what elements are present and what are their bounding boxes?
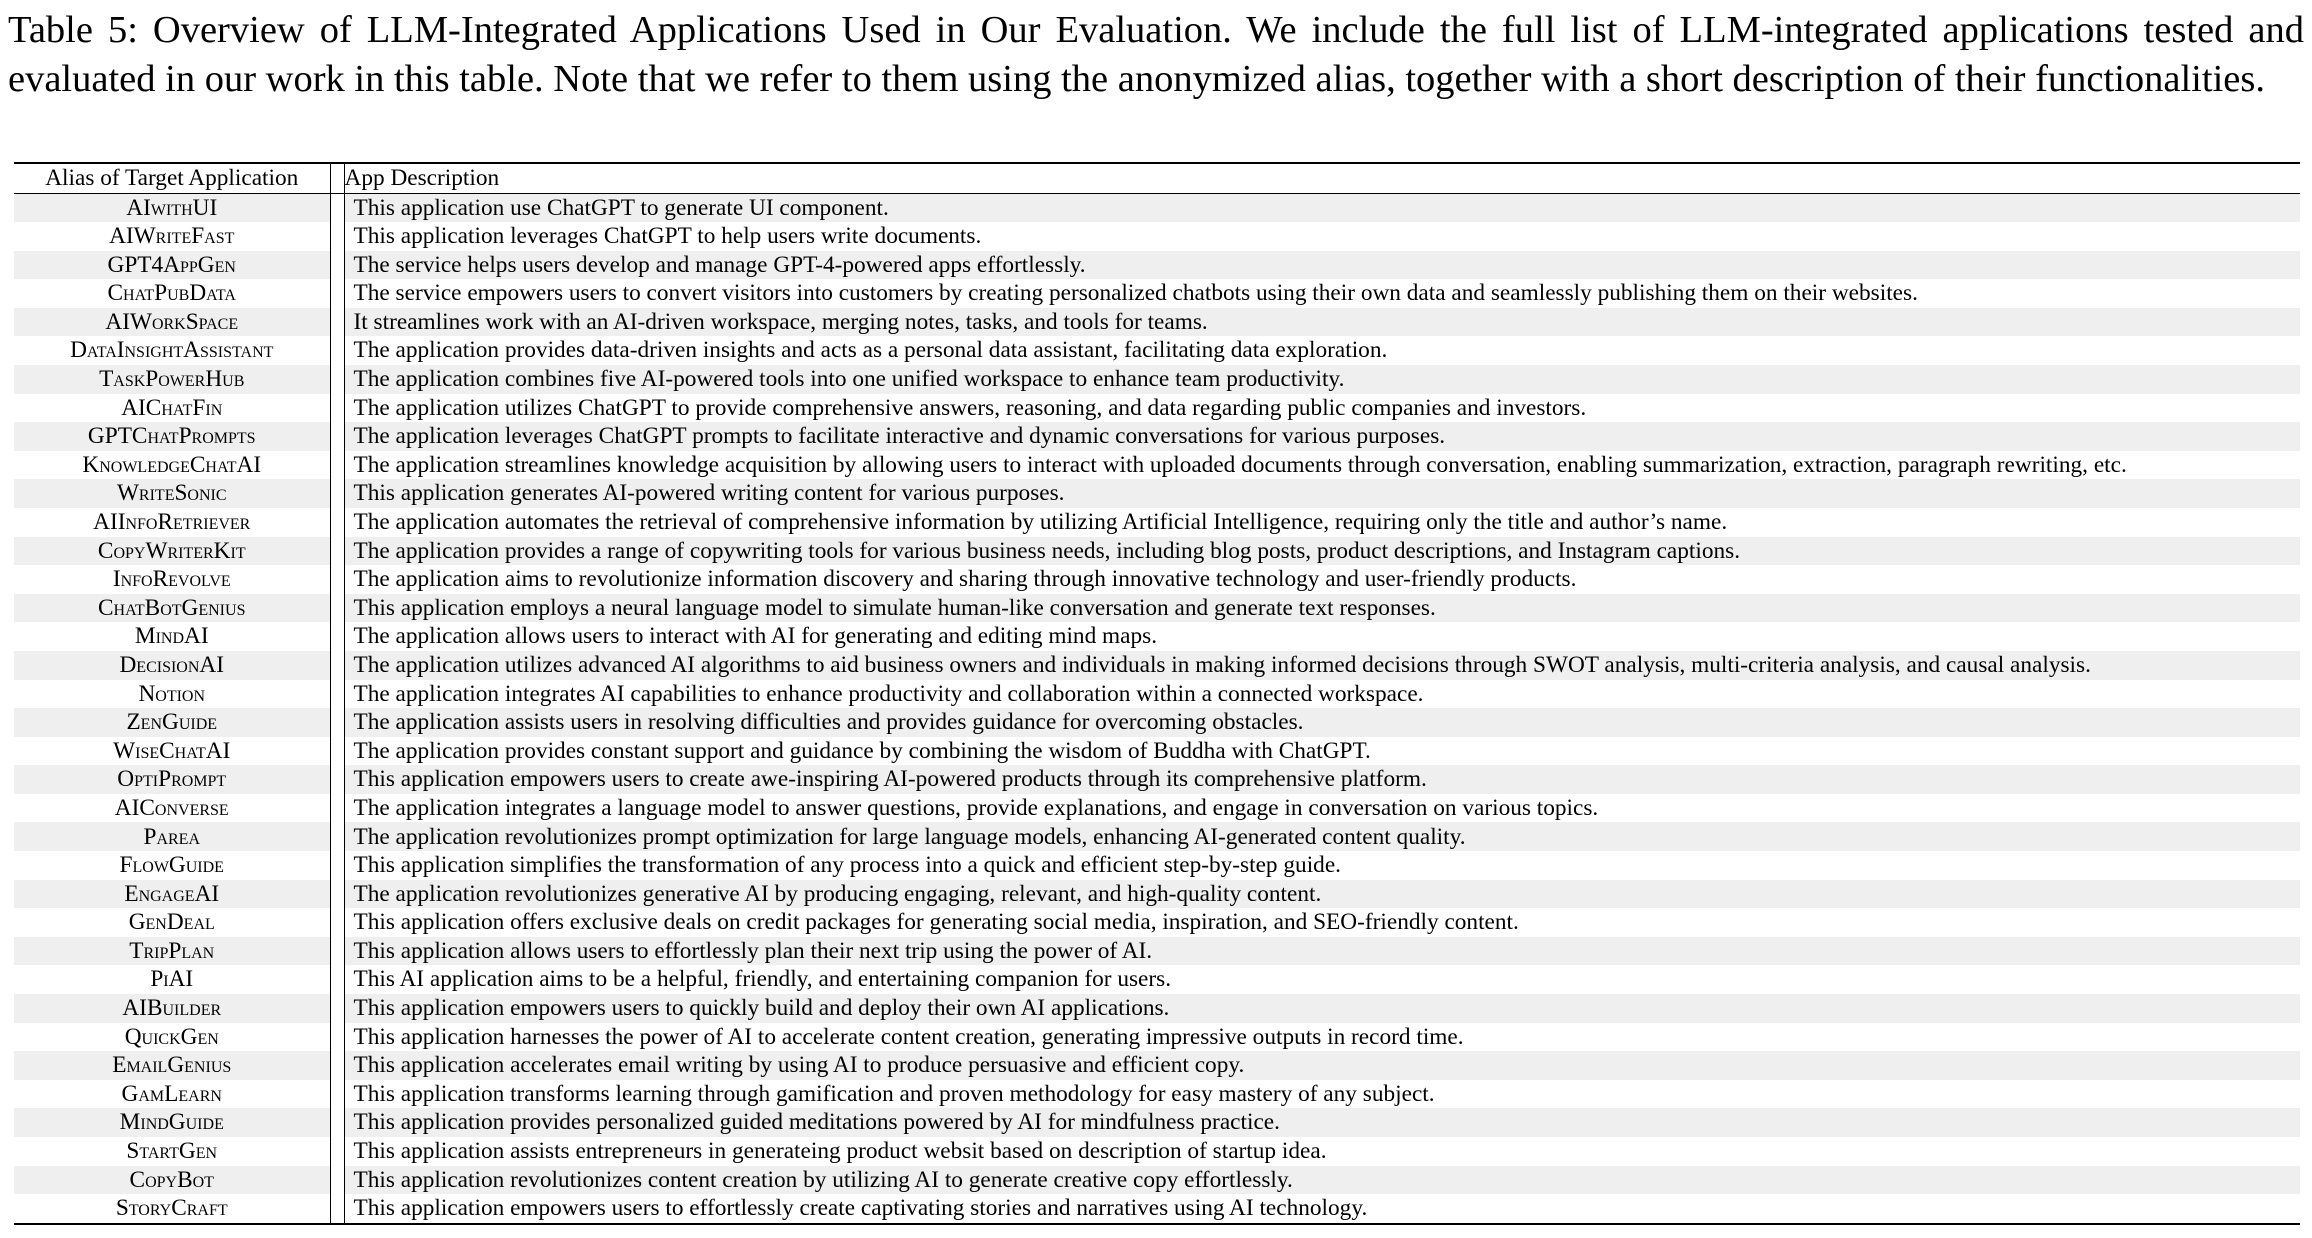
table-row: [14, 394, 2300, 423]
app-description: This application accelerates email writing by using AI to produce persuasive and efficient copy.: [344, 1051, 2300, 1080]
app-description: The service helps users develop and manage GPT-4-powered apps effortlessly.: [344, 251, 2300, 280]
app-description: This application employs a neural language model to simulate human-like conversation and generate text responses.: [344, 594, 2300, 623]
app-description: This application offers exclusive deals on credit packages for generating social media, inspiration, and SEO-friendly content.: [353, 909, 1519, 936]
app-alias: ChatBotGenius: [14, 594, 330, 623]
column-separator: [330, 594, 344, 623]
column-separator: [330, 163, 344, 193]
app-description: This application transforms learning through gamification and proven methodology for easy mastery of any subject.: [353, 1080, 1435, 1107]
column-separator: [330, 880, 344, 909]
table-row: [14, 508, 2300, 537]
column-separator: [330, 508, 344, 537]
column-separator: [330, 565, 344, 594]
column-separator: [330, 822, 344, 851]
app-description: The application combines five AI-powered tools into one unified workspace to enhance team productivity.: [344, 365, 2300, 394]
column-separator: [330, 937, 344, 966]
app-description: It streamlines work with an AI-driven workspace, merging notes, tasks, and tools for teams.: [344, 308, 2300, 337]
column-separator: [330, 851, 344, 880]
app-alias: CopyBot: [14, 1166, 330, 1195]
column-separator: [330, 1137, 344, 1166]
app-description: The application utilizes ChatGPT to provide comprehensive answers, reasoning, and data regarding public companies and investors.: [353, 394, 1587, 421]
column-separator: [330, 279, 344, 308]
column-separator: [330, 222, 344, 251]
app-alias: GenDeal: [128, 909, 215, 936]
table-row: [14, 737, 2300, 766]
app-description: This application use ChatGPT to generate UI component.: [344, 193, 2300, 222]
app-alias: OptiPrompt: [14, 765, 330, 794]
table-row: [14, 994, 2300, 1023]
column-separator: [330, 365, 344, 394]
app-description: The application integrates AI capabilities to enhance productivity and collaboration within a connected workspace.: [353, 680, 1424, 707]
column-separator: [330, 1080, 344, 1109]
app-description: This application empowers users to quickly build and deploy their own AI applications.: [344, 994, 2300, 1023]
table-row: [14, 1194, 2300, 1224]
table-row: [14, 336, 2300, 365]
header-description: App Description: [344, 163, 2300, 193]
column-separator: [330, 651, 344, 680]
app-description: The application integrates a language model to answer questions, provide explanations, and engage in conversation on various topics.: [353, 794, 1599, 821]
app-alias: FlowGuide: [119, 852, 224, 879]
app-alias: WiseChatAI: [113, 737, 231, 764]
table-row: [14, 565, 2300, 594]
table-row: [14, 1166, 2300, 1195]
table-row: [14, 365, 2300, 394]
column-separator: [330, 451, 344, 480]
app-description: The application utilizes advanced AI algorithms to aid business owners and individuals in making informed decisions through SWOT analysis, multi-criteria analysis, and causal analysis.: [344, 651, 2300, 680]
table-row: [14, 651, 2300, 680]
app-alias: DataInsightAssistant: [70, 337, 274, 364]
app-description: This application empowers users to create awe-inspiring AI-powered products through its comprehensive platform.: [344, 765, 2300, 794]
app-alias: AIWriteFast: [109, 223, 235, 250]
app-alias: AIwithUI: [14, 193, 330, 222]
app-description: This application harnesses the power of AI to accelerate content creation, generating impressive outputs in record time.: [353, 1023, 1464, 1050]
app-alias: TripPlan: [14, 937, 330, 966]
table-row: [14, 622, 2300, 651]
table-row: [14, 308, 2300, 337]
app-alias: WriteSonic: [14, 479, 330, 508]
applications-table: [14, 162, 2300, 1225]
table-row: [14, 594, 2300, 623]
table-row: [14, 1108, 2300, 1137]
table-row: [14, 1051, 2300, 1080]
column-separator: [330, 1023, 344, 1052]
app-alias: GamLearn: [121, 1080, 222, 1107]
app-description: This application simplifies the transformation of any process into a quick and efficient step-by-step guide.: [353, 852, 1341, 879]
column-separator: [330, 1051, 344, 1080]
app-alias: MindGuide: [14, 1108, 330, 1137]
app-description: This application generates AI-powered writing content for various purposes.: [344, 479, 2300, 508]
column-separator: [330, 422, 344, 451]
table-row: [14, 851, 2300, 880]
app-alias: ZenGuide: [14, 708, 330, 737]
column-separator: [330, 794, 344, 823]
column-separator: [330, 765, 344, 794]
app-description: The application automates the retrieval of comprehensive information by utilizing Artificial Intelligence, requiring only the title and author’s name.: [353, 508, 1728, 535]
column-separator: [330, 737, 344, 766]
app-description: The application allows users to interact with AI for generating and editing mind maps.: [353, 623, 1158, 650]
table-row: [14, 1023, 2300, 1052]
app-alias: AIBuilder: [14, 994, 330, 1023]
app-alias: GPTChatPrompts: [14, 422, 330, 451]
app-alias: AIChatFin: [121, 394, 223, 421]
app-description: The application revolutionizes generative AI by producing engaging, relevant, and high-quality content.: [344, 880, 2300, 909]
table-row: [14, 1137, 2300, 1166]
table-row: [14, 1080, 2300, 1109]
app-alias: Notion: [138, 680, 206, 707]
table-row: [14, 708, 2300, 737]
app-alias: DecisionAI: [14, 651, 330, 680]
app-description: This application allows users to effortlessly plan their next trip using the power of AI.: [344, 937, 2300, 966]
table-row: [14, 537, 2300, 566]
app-alias: EngageAI: [14, 880, 330, 909]
table-row: [14, 251, 2300, 280]
app-description: This application assists entrepreneurs in generateing product websit based on description of startup idea.: [353, 1138, 1327, 1165]
table-row: [14, 279, 2300, 308]
app-description: The application provides data-driven insights and acts as a personal data assistant, facilitating data exploration.: [353, 337, 1388, 364]
app-description: The application aims to revolutionize information discovery and sharing through innovative technology and user-friendly products.: [353, 566, 1577, 593]
app-description: This application provides personalized guided meditations powered by AI for mindfulness practice.: [344, 1108, 2300, 1137]
column-separator: [330, 193, 344, 222]
column-separator: [330, 1166, 344, 1195]
table-row: [14, 451, 2300, 480]
column-separator: [330, 537, 344, 566]
app-alias: MindAI: [134, 623, 209, 650]
column-separator: [330, 394, 344, 423]
table-row: [14, 765, 2300, 794]
column-separator: [330, 336, 344, 365]
column-separator: [330, 1194, 344, 1224]
app-description: The application assists users in resolving difficulties and provides guidance for overcoming obstacles.: [344, 708, 2300, 737]
table-row: [14, 479, 2300, 508]
app-description: The application revolutionizes prompt optimization for large language models, enhancing AI-generated content quality.: [344, 822, 2300, 851]
table-row: [14, 937, 2300, 966]
table-caption: Table 5: Overview of LLM-Integrated Applications Used in Our Evaluation. We include the full list of LLM-integrated applications tested and evaluated in our work in this table. Note that we refer to them using the anonymized alias, together with a short description of their functionalities.: [8, 9, 2304, 100]
column-separator: [330, 994, 344, 1023]
app-description: The application provides constant support and guidance by combining the wisdom of Buddha with ChatGPT.: [353, 737, 1371, 764]
table-row: [14, 908, 2300, 937]
app-alias: TaskPowerHub: [14, 365, 330, 394]
app-description: This application revolutionizes content creation by utilizing AI to generate creative copy effortlessly.: [344, 1166, 2300, 1195]
column-separator: [330, 965, 344, 994]
table-row: [14, 794, 2300, 823]
app-alias: EmailGenius: [14, 1051, 330, 1080]
column-separator: [330, 680, 344, 709]
table-body: [14, 193, 2300, 1224]
app-alias: ChatPubData: [107, 280, 236, 307]
app-alias: PiAI: [150, 966, 194, 993]
app-alias: GPT4AppGen: [14, 251, 330, 280]
app-alias: Parea: [14, 822, 330, 851]
table-row: [14, 422, 2300, 451]
table-row: [14, 193, 2300, 222]
app-alias: AIInfoRetriever: [93, 508, 251, 535]
header-alias: Alias of Target Application: [14, 163, 330, 193]
app-alias: AIConverse: [114, 794, 229, 821]
column-separator: [330, 708, 344, 737]
column-separator: [330, 622, 344, 651]
column-separator: [330, 251, 344, 280]
app-alias: AIWorkSpace: [14, 308, 330, 337]
column-separator: [330, 308, 344, 337]
app-description: The application streamlines knowledge acquisition by allowing users to interact with uploaded documents through conversation, enabling summarization, extraction, paragraph rewriting, etc.: [353, 451, 2127, 478]
column-separator: [330, 1108, 344, 1137]
app-description: This application empowers users to effortlessly create captivating stories and narratives using AI technology.: [344, 1194, 2300, 1224]
app-description: This AI application aims to be a helpful, friendly, and entertaining companion for users.: [353, 966, 1172, 993]
table-header-row: [14, 163, 2300, 193]
table-row: [14, 880, 2300, 909]
table-row: [14, 822, 2300, 851]
app-description: The application leverages ChatGPT prompts to facilitate interactive and dynamic conversations for various purposes.: [344, 422, 2300, 451]
table-row: [14, 222, 2300, 251]
column-separator: [330, 908, 344, 937]
app-description: The application provides a range of copywriting tools for various business needs, including blog posts, product descriptions, and Instagram captions.: [344, 537, 2300, 566]
app-alias: InfoRevolve: [112, 566, 231, 593]
app-alias: KnowledgeChatAI: [82, 451, 262, 478]
app-alias: StoryCraft: [14, 1194, 330, 1224]
app-alias: StartGen: [126, 1138, 218, 1165]
table-row: [14, 680, 2300, 709]
column-separator: [330, 479, 344, 508]
app-description: This application leverages ChatGPT to help users write documents.: [353, 223, 982, 250]
table-row: [14, 965, 2300, 994]
app-alias: QuickGen: [124, 1023, 219, 1050]
app-description: The service empowers users to convert visitors into customers by creating personalized chatbots using their own data and seamlessly publishing them on their websites.: [353, 280, 1918, 307]
app-alias: CopyWriterKit: [14, 537, 330, 566]
